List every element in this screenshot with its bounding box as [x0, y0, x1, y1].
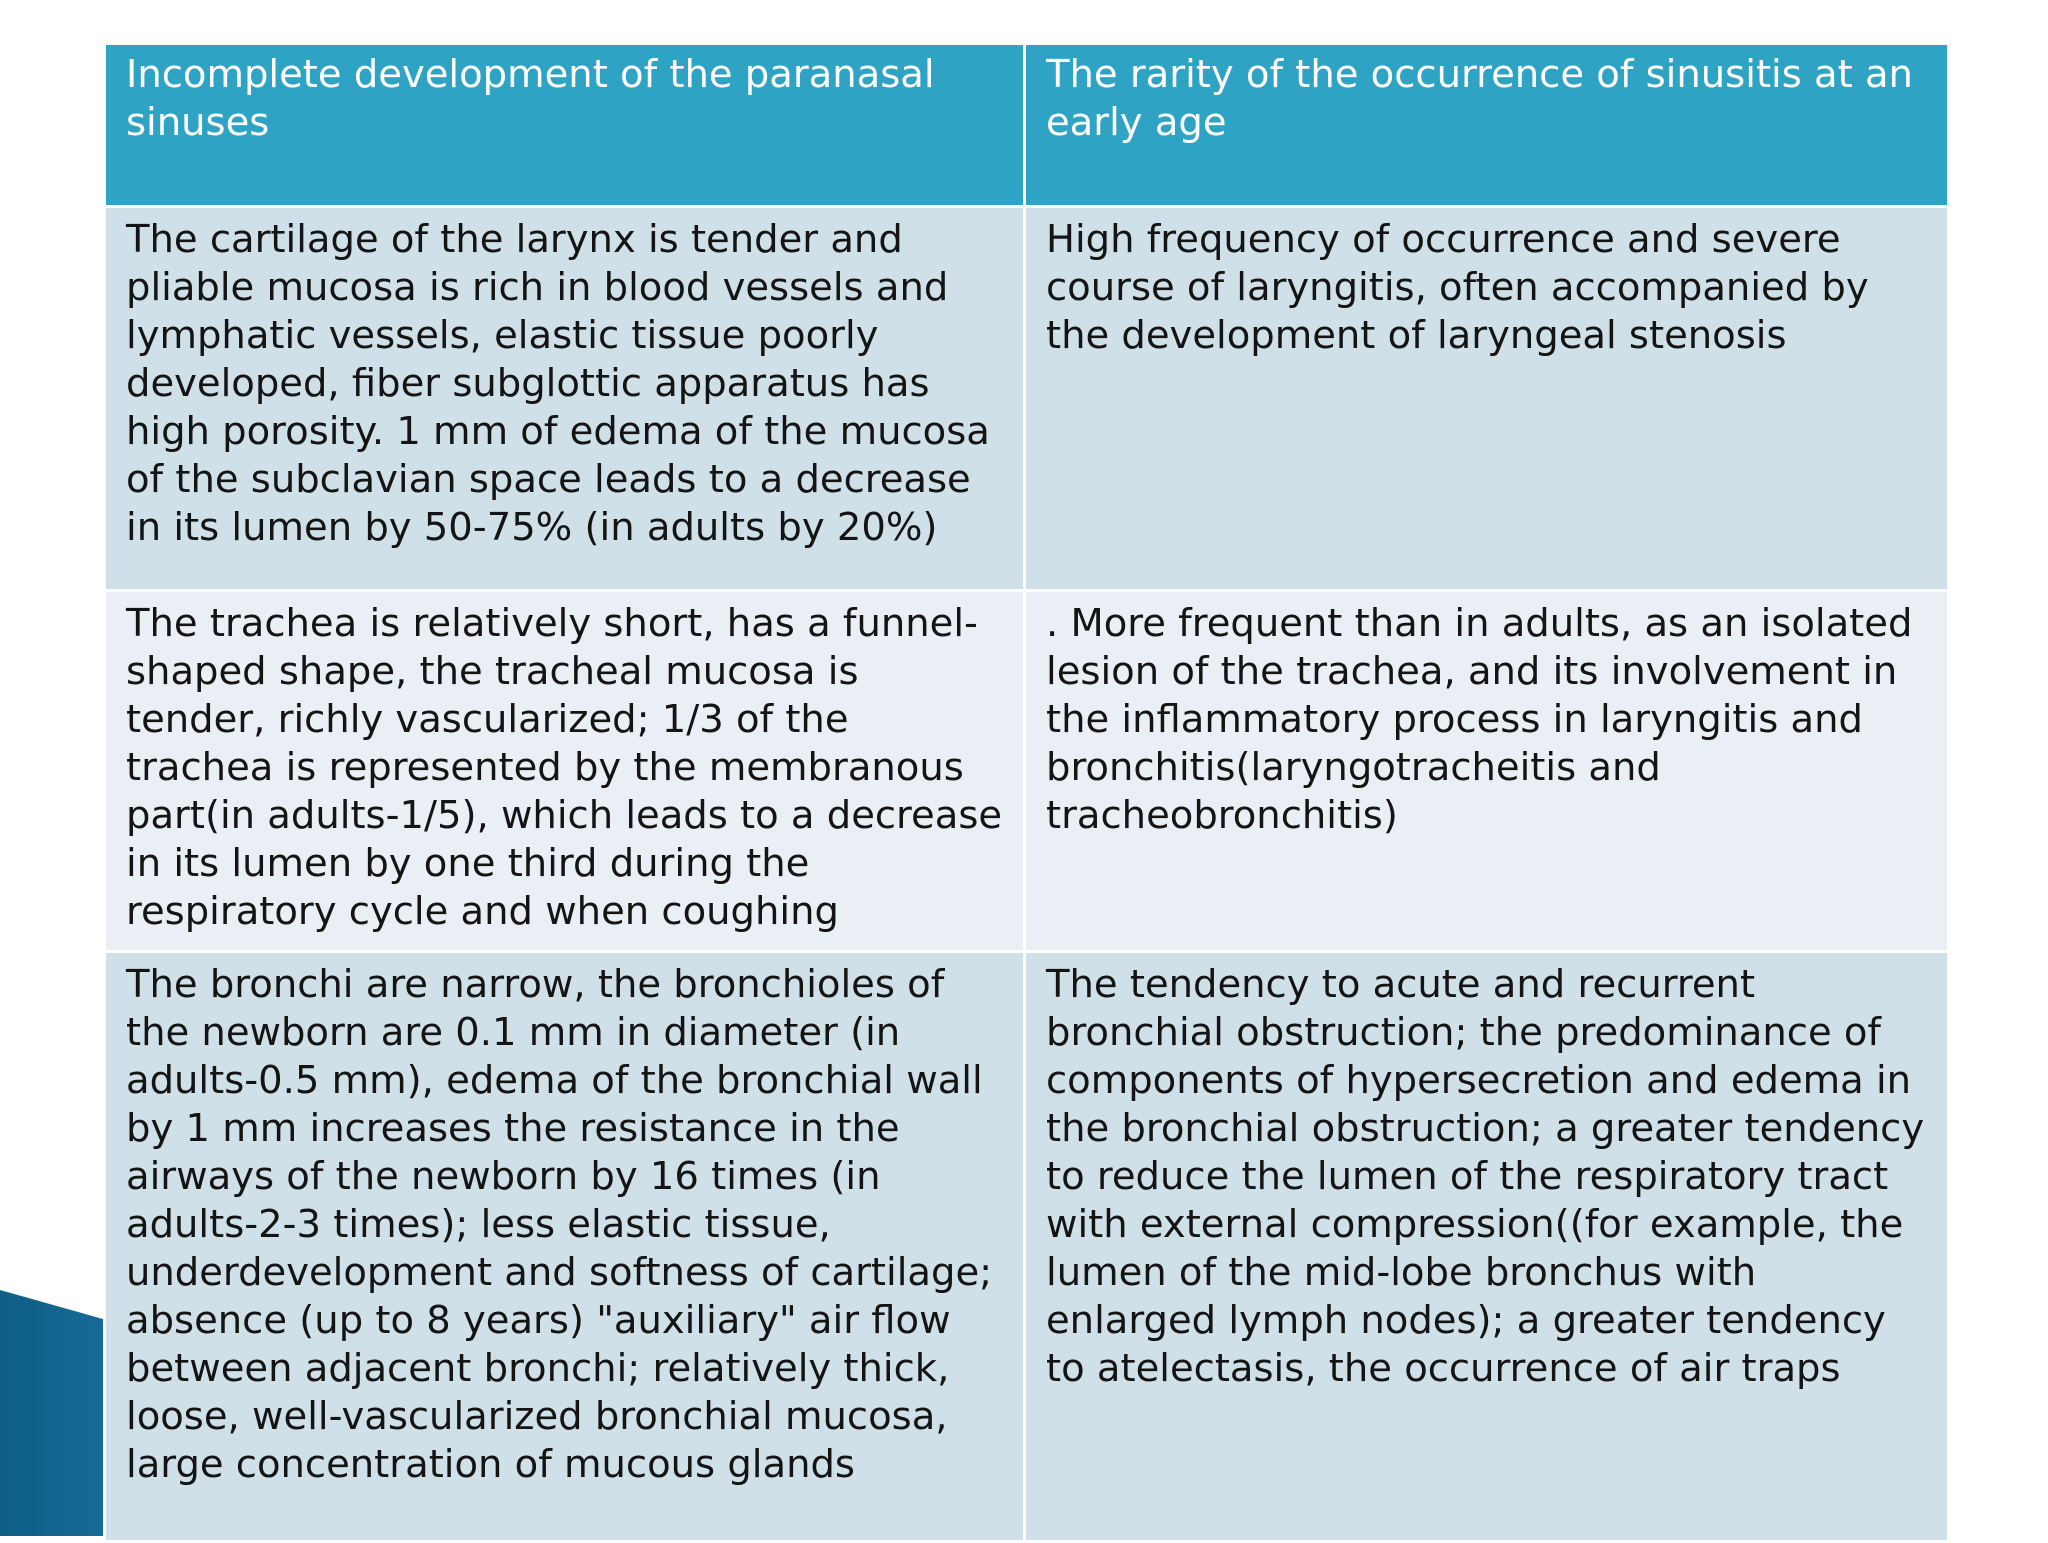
table-cell-consequence: The tendency to acute and recurrent bronchial obstruction; the predominance of components of hypersecretion and edema in the bronchial obstruction; a greater tendency to reduce the lumen of the respiratory tract with external compression((for example, the lumen of the mid-lobe bronchus with enlarged lymph nodes); a greater tendency to atelectasis, the occurrence of air traps	[1025, 952, 1949, 1542]
header-cell-right: The rarity of the occurrence of sinusitis at an early age	[1025, 44, 1949, 207]
table-cell-anatomy: The trachea is relatively short, has a funnel-shaped shape, the tracheal mucosa is tender, richly vascularized; 1/3 of the trachea is represented by the membranous part(in adults-1/5), which leads to a decrease in its lumen by one third during the respiratory cycle and when coughing	[105, 591, 1025, 952]
table-cell-anatomy: The bronchi are narrow, the bronchioles of the newborn are 0.1 mm in diameter (in adults-0.5 mm), edema of the bronchial wall by 1 mm increases the resistance in the airways of the newborn by 16 times (in adults-2-3 times); less elastic tissue, underdevelopment and softness of cartilage; absence (up to 8 years) "auxiliary" air flow between adjacent bronchi; relatively thick, loose, well-vascularized bronchial mucosa, large concentration of mucous glands	[105, 952, 1025, 1542]
table-cell-anatomy: The cartilage of the larynx is tender and pliable mucosa is rich in blood vessels and lymphatic vessels, elastic tissue poorly developed, fiber subglottic apparatus has high porosity. 1 mm of edema of the mucosa of the subclavian space leads to a decrease in its lumen by 50-75% (in adults by 20%)	[105, 207, 1025, 591]
table-row	[105, 952, 1949, 1542]
table-row	[105, 207, 1949, 591]
table-cell-consequence: High frequency of occurrence and severe course of laryngitis, often accompanied by the development of laryngeal stenosis	[1025, 207, 1949, 591]
comparison-table	[103, 42, 1950, 1543]
table-row	[105, 591, 1949, 952]
table-header-row	[105, 44, 1949, 207]
header-cell-left: Incomplete development of the paranasal sinuses	[105, 44, 1025, 207]
table-cell-consequence: . More frequent than in adults, as an isolated lesion of the trachea, and its involvement in the inflammatory process in laryngitis and bronchitis(laryngotracheitis and tracheobronchitis)	[1025, 591, 1949, 952]
